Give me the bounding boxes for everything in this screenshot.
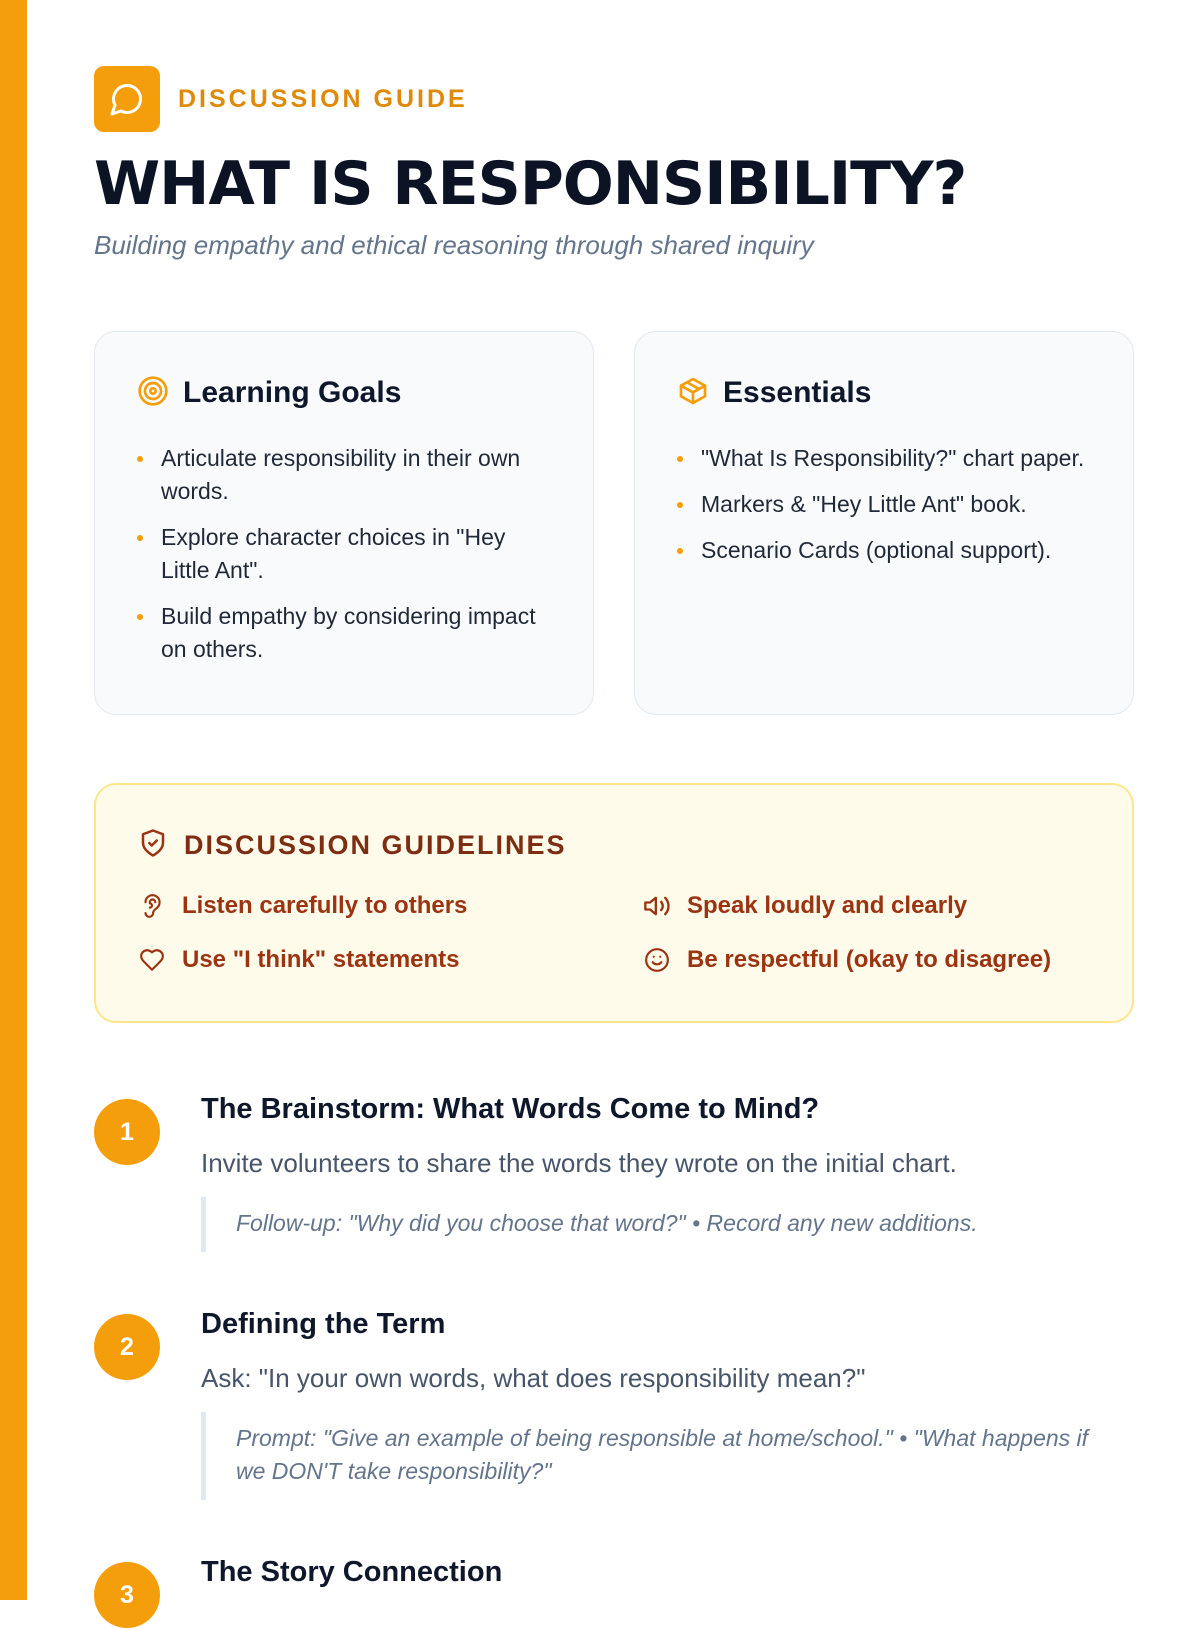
essentials-header (677, 372, 1093, 414)
guidelines-grid (138, 889, 1132, 977)
step-title: The Brainstorm: What Words Come to Mind? (201, 1093, 820, 1125)
learning-goals-list (137, 442, 553, 666)
bullet-dot (677, 456, 683, 462)
list-item (677, 488, 1093, 521)
step-number-badge: 1 (94, 1099, 160, 1165)
step-number-badge: 2 (94, 1314, 160, 1380)
guideline-item (138, 889, 643, 923)
ear-icon (138, 892, 166, 920)
bullet-dot (137, 614, 143, 620)
info-cards (94, 331, 1134, 715)
list-item-text: Articulate responsibility in their own words. (161, 445, 521, 504)
list-item-text: Markers & "Hey Little Ant" book. (701, 491, 1027, 517)
step-note: Prompt: "Give an example of being responsible at home/school." • "What happens if we DON'T take responsibility?" (201, 1412, 1096, 1500)
guideline-label: Use "I think" statements (182, 946, 460, 973)
guideline-label: Be respectful (okay to disagree) (687, 946, 1052, 973)
bullet-dot (137, 456, 143, 462)
target-icon (137, 375, 169, 412)
learning-goals-header (137, 372, 553, 414)
step-number-badge: 3 (94, 1562, 160, 1628)
discussion-guide (94, 66, 1134, 1609)
step-note: Follow-up: "Why did you choose that word?" • Record any new additions. (201, 1197, 1096, 1252)
package-icon (677, 375, 709, 412)
list-item-text: "What Is Responsibility?" chart paper. (701, 445, 1085, 471)
essentials-card (634, 331, 1134, 715)
page-title: WHAT IS RESPONSIBILITY? (94, 149, 967, 219)
list-item (137, 442, 553, 508)
list-item-text: Scenario Cards (optional support). (701, 537, 1052, 563)
discussion-steps (94, 1089, 1134, 1609)
step-title: Defining the Term (201, 1308, 446, 1340)
learning-goals-card (94, 331, 594, 715)
list-item (137, 600, 553, 666)
accent-bar (0, 0, 27, 1600)
guideline-item (643, 889, 1103, 923)
heart-icon (138, 946, 166, 974)
guidelines-header (138, 825, 1132, 865)
list-item-text: Build empathy by considering impact on others. (161, 603, 536, 662)
discussion-guidelines-box (94, 783, 1134, 1023)
page-subtitle: Building empathy and ethical reasoning through shared inquiry (94, 230, 814, 260)
guideline-label: Listen carefully to others (182, 892, 468, 919)
bullet-dot (137, 535, 143, 541)
header (94, 66, 1134, 132)
guideline-label: Speak loudly and clearly (687, 892, 968, 919)
step-item (94, 1089, 1134, 1252)
guideline-item (138, 943, 643, 977)
list-item (677, 442, 1093, 475)
step-description: Invite volunteers to share the words they wrote on the initial chart. (201, 1148, 957, 1178)
guideline-item (643, 943, 1103, 977)
eyebrow-label: DISCUSSION GUIDE (178, 84, 468, 113)
smile-icon (643, 946, 671, 974)
bullet-dot (677, 502, 683, 508)
step-item (94, 1552, 1134, 1609)
step-description: Ask: "In your own words, what does responsibility mean?" (201, 1363, 866, 1393)
speaker-icon (643, 892, 671, 920)
guidelines-title: DISCUSSION GUIDELINES (184, 829, 567, 860)
step-item (94, 1304, 1134, 1500)
list-item (137, 521, 553, 587)
list-item-text: Explore character choices in "Hey Little Ant". (161, 524, 506, 583)
essentials-title: Essentials (723, 376, 872, 409)
step-title: The Story Connection (201, 1556, 503, 1588)
learning-goals-title: Learning Goals (183, 376, 402, 409)
shield-check-icon (138, 828, 168, 863)
list-item (677, 534, 1093, 567)
essentials-list (677, 442, 1093, 567)
bullet-dot (677, 548, 683, 554)
chat-bubble-icon (94, 66, 160, 132)
